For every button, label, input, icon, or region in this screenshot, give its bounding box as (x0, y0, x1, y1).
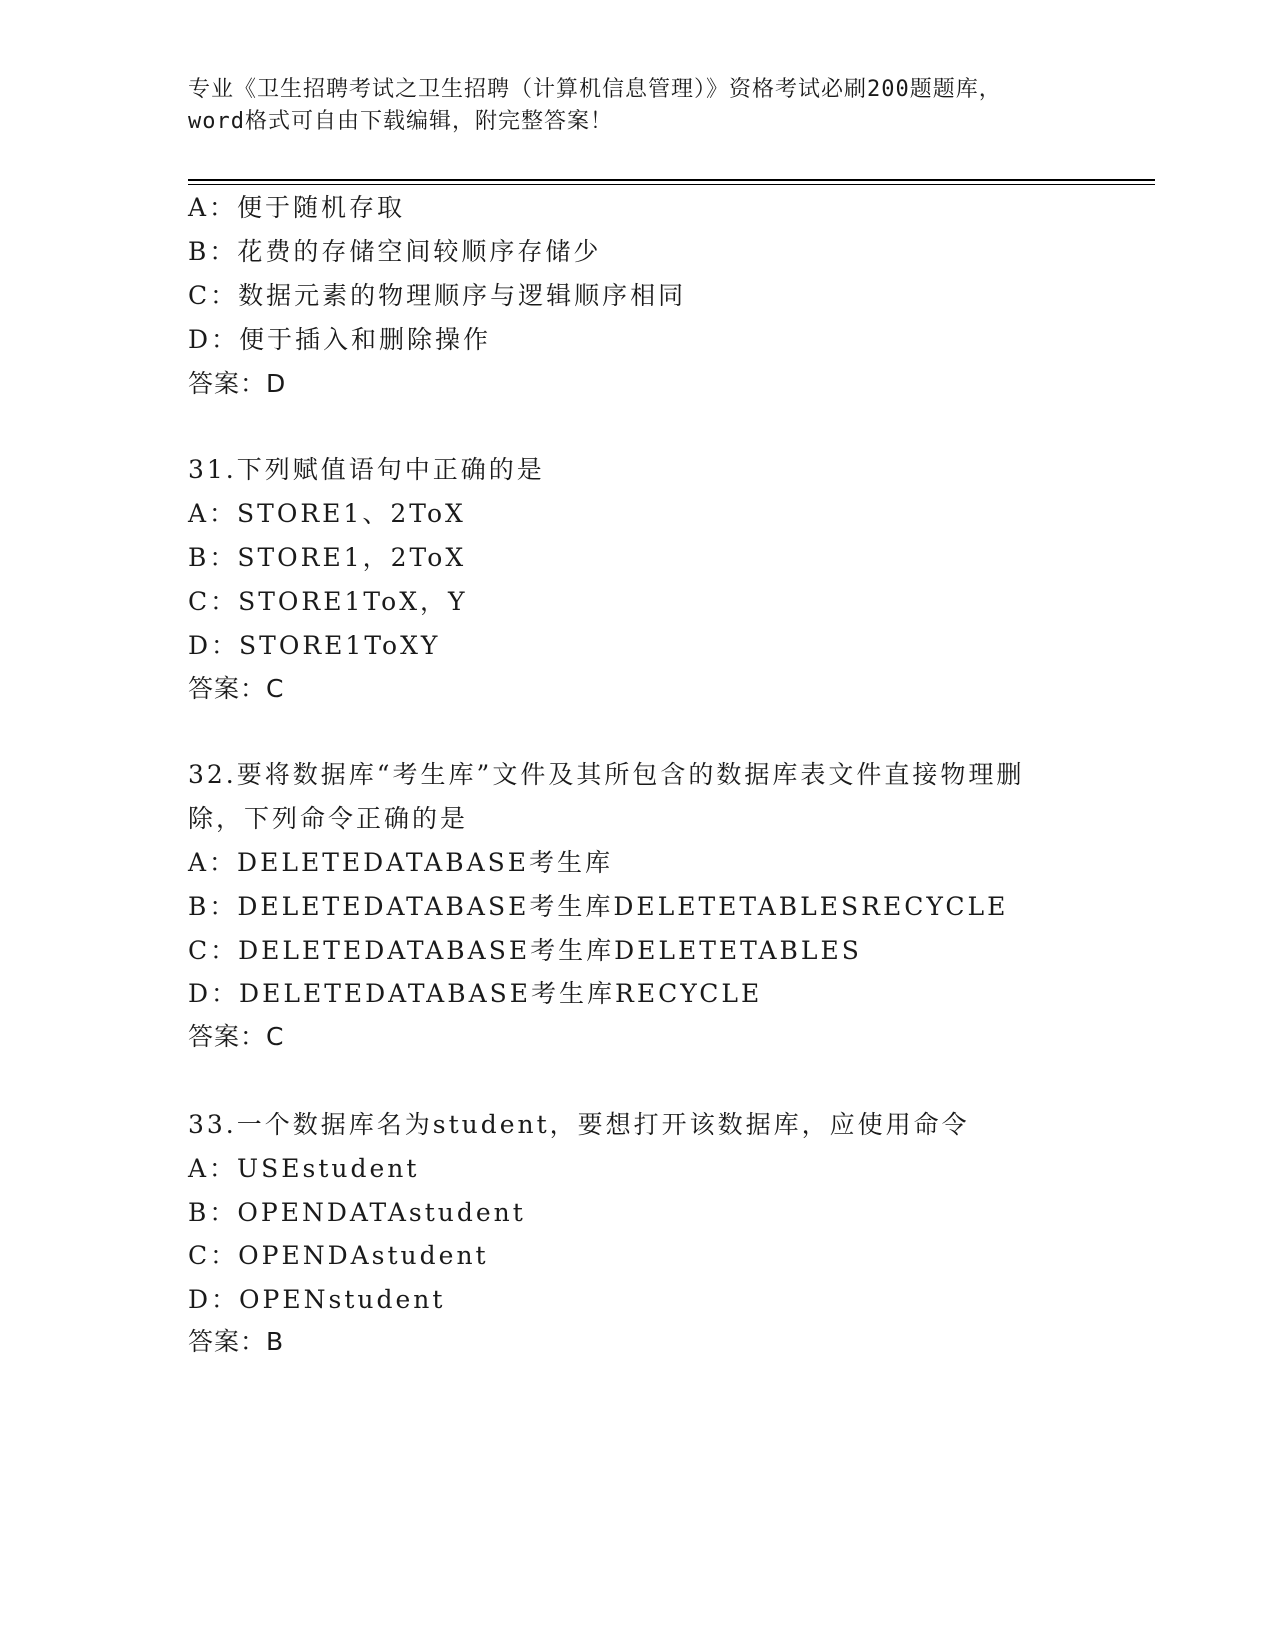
q30-option-c: C：数据元素的物理顺序与逻辑顺序相同 (188, 281, 687, 310)
q33-option-b: B：OPENDATAstudent (188, 1198, 526, 1227)
q31-answer: 答案：C (188, 674, 285, 703)
q32-question-line-1: 32.要将数据库“考生库”文件及其所包含的数据库表文件直接物理删 (188, 760, 1025, 789)
header-line-1: 专业《卫生招聘考试之卫生招聘（计算机信息管理）》资格考试必刷200题题库， (188, 77, 1002, 102)
q32-option-b: B：DELETEDATABASE考生库DELETETABLESRECYCLE (188, 892, 1009, 921)
q31-question: 31.下列赋值语句中正确的是 (188, 455, 545, 484)
q31-option-a: A：STORE1、2ToX (188, 499, 466, 528)
q32-question-line-2: 除，下列命令正确的是 (188, 804, 469, 833)
q33-option-a: A：USEstudent (188, 1154, 420, 1183)
q31-option-b: B：STORE1，2ToX (188, 543, 467, 572)
q31-option-d: D：STORE1ToXY (188, 631, 441, 660)
q30-option-d: D：便于插入和删除操作 (188, 325, 492, 354)
header-divider-thin (188, 184, 1155, 185)
q30-option-a: A：便于随机存取 (188, 193, 406, 222)
q33-option-d: D：OPENstudent (188, 1285, 446, 1314)
document-header (188, 74, 1088, 138)
q32-answer: 答案：C (188, 1022, 285, 1051)
q31-option-c: C：STORE1ToX，Y (188, 587, 468, 616)
header-line-2: word格式可自由下载编辑，附完整答案！ (188, 109, 613, 134)
q30-option-b: B：花费的存储空间较顺序存储少 (188, 237, 602, 266)
header-divider-thick (188, 179, 1155, 181)
q33-answer: 答案：B (188, 1327, 285, 1356)
q32-option-a: A：DELETEDATABASE考生库 (188, 848, 614, 877)
q32-option-d: D：DELETEDATABASE考生库RECYCLE (188, 979, 763, 1008)
q33-option-c: C：OPENDAstudent (188, 1241, 489, 1270)
q30-answer: 答案：D (188, 369, 287, 398)
q33-question: 33.一个数据库名为student，要想打开该数据库，应使用命令 (188, 1110, 970, 1139)
q32-option-c: C：DELETEDATABASE考生库DELETETABLES (188, 936, 862, 965)
